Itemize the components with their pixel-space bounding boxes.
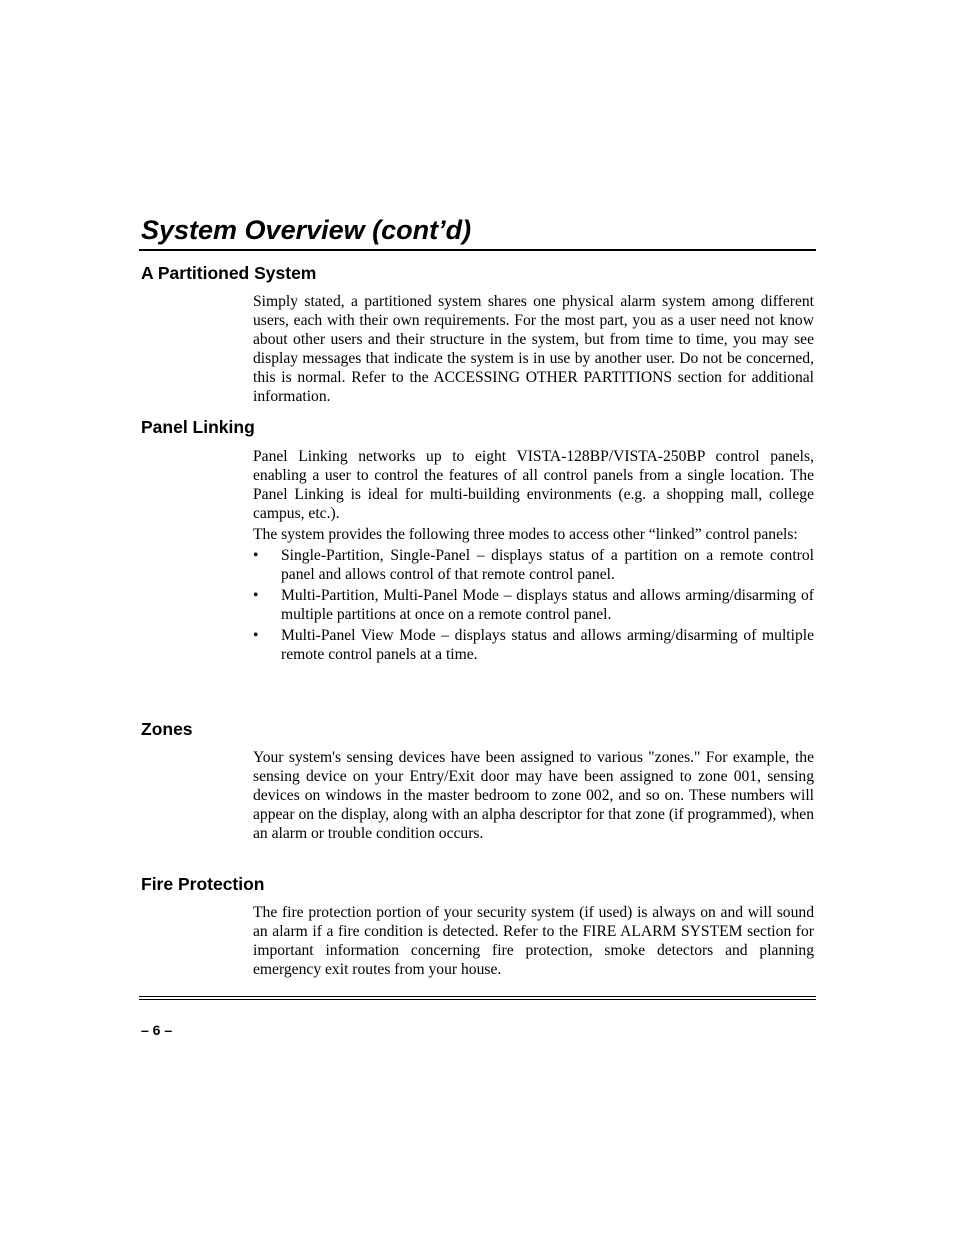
list-item-text: Single-Partition, Single-Panel – displays status of a partition on a remote control panel and allows control of that remote control panel. xyxy=(281,547,814,583)
list-item xyxy=(253,586,814,624)
paragraph: The system provides the following three modes to access other “linked” control panels: xyxy=(253,526,798,543)
footer-rule-bottom xyxy=(139,999,816,1000)
paragraph: Simply stated, a partitioned system shares one physical alarm system among different users, each with their own requirements. For the most part, you as a user need not know about other users and their structure in the system, but from time to time, you may see display messages that indicate the system is in use by another user. Do not be concerned, this is normal. Refer to the ACCESSING OTHER PARTITIONS section for additional information. xyxy=(253,293,814,405)
bullet-icon: • xyxy=(253,547,259,564)
footer-rule-top xyxy=(139,996,816,997)
section-heading-fire-protection: Fire Protection xyxy=(141,874,265,894)
section-heading-panel-linking: Panel Linking xyxy=(141,417,255,437)
list-item-text: Multi-Partition, Multi-Panel Mode – displays status and allows arming/disarming of multiple partitions at once on a remote control panel. xyxy=(281,587,814,623)
section-heading-zones: Zones xyxy=(141,719,193,739)
list-item xyxy=(253,546,814,584)
page-title: System Overview (cont’d) xyxy=(141,215,472,245)
list-item xyxy=(253,626,814,664)
title-rule xyxy=(139,249,816,251)
list-item-text: Multi-Panel View Mode – displays status and allows arming/disarming of multiple remote control panels at a time. xyxy=(281,627,814,663)
bullet-icon: • xyxy=(253,587,259,604)
page-number: – 6 – xyxy=(141,1022,173,1038)
paragraph: Panel Linking networks up to eight VISTA-128BP/VISTA-250BP control panels, enabling a user to control the features of all control panels from a single location. The Panel Linking is ideal for multi-building environments (e.g. a shopping mall, college campus, etc.). xyxy=(253,448,814,522)
section-body-panel-linking xyxy=(253,447,814,666)
bullet-icon: • xyxy=(253,627,259,644)
section-heading-partitioned-system: A Partitioned System xyxy=(141,263,317,283)
bullet-list-link-modes xyxy=(253,546,814,664)
paragraph: The fire protection portion of your security system (if used) is always on and will sound an alarm if a fire condition is detected. Refer to the FIRE ALARM SYSTEM section for important information concerning fire protection, smoke detectors and planning emergency exit routes from your house. xyxy=(253,904,814,978)
paragraph: Your system's sensing devices have been assigned to various "zones." For example, the sensing device on your Entry/Exit door may have been assigned to zone 001, sensing devices on windows in the master bedroom to zone 002, and so on. These numbers will appear on the display, along with an alpha descriptor for that zone (if programmed), when an alarm or trouble condition occurs. xyxy=(253,749,814,842)
section-body-fire-protection xyxy=(253,903,814,979)
section-body-partitioned-system xyxy=(253,292,814,406)
section-body-zones xyxy=(253,748,814,843)
